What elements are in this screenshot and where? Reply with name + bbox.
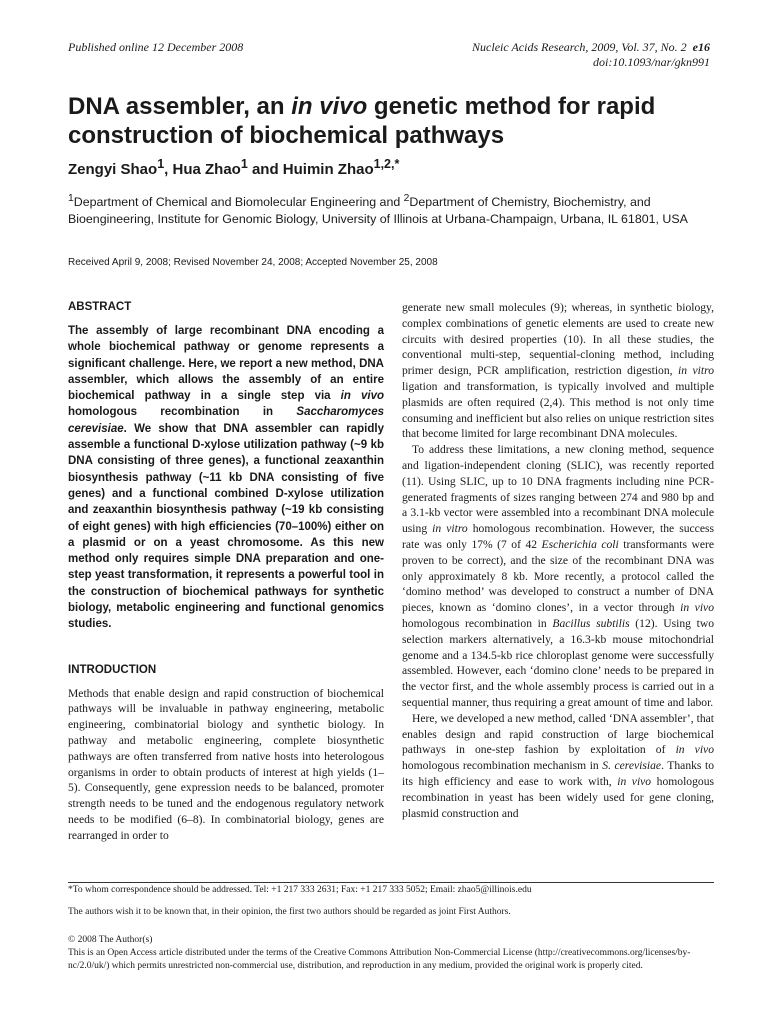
- footnote-divider: [68, 882, 714, 883]
- right-column: [402, 300, 714, 821]
- author: Hua Zhao: [172, 161, 241, 178]
- correspondence-footnote: *To whom correspondence should be addressed. Tel: +1 217 333 2631; Fax: +1 217 333 5052; Email: zhao5@illinois.edu: [68, 885, 532, 895]
- article-id: e16: [692, 40, 710, 54]
- left-column: [68, 300, 384, 844]
- copyright-line: © 2008 The Author(s): [68, 935, 153, 945]
- body-paragraph: generate new small molecules (9); whereas, in synthetic biology, complex combinations of genetic elements are used to create new circuits with desired properties (10). In all these studies, the conventional multi-step, sequential-cloning method, including primer design, PCR amplification, restriction digestion, in vitro ligation and transformation, is typically involved and multiple plasmids are often required (2,4). This method is not only time consuming and inefficient but also relies on unique restriction sites that become limited for large recombinant DNA molecules.: [402, 301, 715, 441]
- journal-citation: Nucleic Acids Research, 2009, Vol. 37, No. 2: [472, 40, 687, 54]
- joint-authors-footnote: The authors wish it to be known that, in their opinion, the first two authors should be regarded as joint First Authors.: [68, 907, 511, 917]
- published-date: Published online 12 December 2008: [68, 40, 244, 54]
- doi: doi:10.1093/nar/gkn991: [593, 55, 710, 69]
- journal-header: [472, 40, 710, 70]
- author: Zengyi Shao: [68, 161, 158, 178]
- abstract-heading: ABSTRACT: [68, 301, 132, 313]
- introduction-paragraph: Methods that enable design and rapid construction of biochemical pathways will be invaluable in pathway engineering, metabolic engineering, combinatorial biology and synthetic biology. In pathway and metabolic engineering, complete biosynthetic pathways are often transferred from native hosts into heterologous organisms in order to obtain products of interest at high yields (1–5). Consequently, gene expression needs to be balanced, promoter strength needs to be tuned and the endogenous regulatory network needs to be modified (6–8). In combinatorial biology, genes are rearranged in order to: [68, 686, 384, 842]
- paper-title: DNA assembler, an in vivo genetic method for rapid construction of biochemical pathways: [68, 93, 656, 149]
- received-dates: Received April 9, 2008; Revised November 24, 2008; Accepted November 25, 2008: [68, 257, 438, 268]
- body-paragraph: To address these limitations, a new cloning method, sequence and ligation-independent cloning (SLIC), was recently reported (11). Using SLIC, up to 10 DNA fragments including nine PCR-generated fragments of sizes ranging between 274 and 980 bp and a 3.1-kb vector were assembled into a recombinant DNA molecule using in vitro homologous recombination. However, the success rate was only 17% (7 of 42 Escherichia coli transformants were proven to be correct), and the size of the recombinant DNA was only approximately 8 kb. More recently, a protocol called the ‘domino method’ was developed to construct a number of DNA pieces, known as ‘domino clones’, in a vector through in vivo homologous recombination in Bacillus subtilis (12). Using two selection markers alternatively, a 16.3-kb mouse mitochondrial genome and a 134.5-kb rice chloroplast genome were successfully assembled. However, each ‘domino clone’ needs to be prepared in the vector first, and the whole assembly process is carried out in a sequential manner, thus requiring a great amount of time and labor.: [402, 443, 714, 709]
- introduction-heading: INTRODUCTION: [68, 663, 157, 676]
- author-list: Zengyi Shao$^1$, Hua Zhao$^1$ and Huimin Zhao$^{1,2,*}$: [68, 157, 400, 178]
- abstract-body: The assembly of large recombinant DNA encoding a whole biochemical pathway or genome represents a significant challenge. Here, we report a new method, DNA assembler, which allows the assembly of an entire biochemical pathway in a single step via in vivo homologous recombination in Saccharomyces cerevisiae. We show that DNA assembler can rapidly assemble a functional D-xylose utilization pathway (~9 kb DNA consisting of three genes), a functional zeaxanthin biosynthesis pathway (~11 kb DNA consisting of five genes) and a functional combined D-xylose utilization and zeaxanthin biosynthesis pathway (~19 kb consisting of eight genes) with high efficiencies (70–100%) either on a plasmid or on a yeast chromosome. As this new method only requires simple DNA preparation and one-step yeast transformation, it represents a powerful tool in the construction of biochemical pathways for synthetic biology, metabolic engineering and functional genomics studies.: [68, 325, 384, 631]
- body-paragraph: Here, we developed a new method, called ‘DNA assembler’, that enables design and rapid construction of large biochemical pathways in one-step fashion by exploitation of in vivo homologous recombination mechanism in S. cerevisiae. Thanks to its high efficiency and ease to work with, in vivo homologous recombination in yeast has been widely used for gene cloning, plasmid construction and: [402, 711, 714, 820]
- license-footnote: [68, 934, 714, 973]
- license-text: This is an Open Access article distributed under the terms of the Creative Commons Attribution Non-Commercial License (http://creativecommons.org/licenses/by-nc/2.0/uk/) which permits unrestricted non-commercial use, distribution, and reproduction in any medium, provided the original work is properly cited.: [68, 948, 691, 971]
- affiliations: $^1$Department of Chemical and Biomolecular Engineering and $^2$Department of Chemistry, Biochemistry, and Bioengineering, Institute for Genomic Biology, University of Illinois at Urbana-Champaign, Urbana, IL 61801, USA: [68, 193, 688, 227]
- author: Huimin Zhao: [282, 161, 374, 178]
